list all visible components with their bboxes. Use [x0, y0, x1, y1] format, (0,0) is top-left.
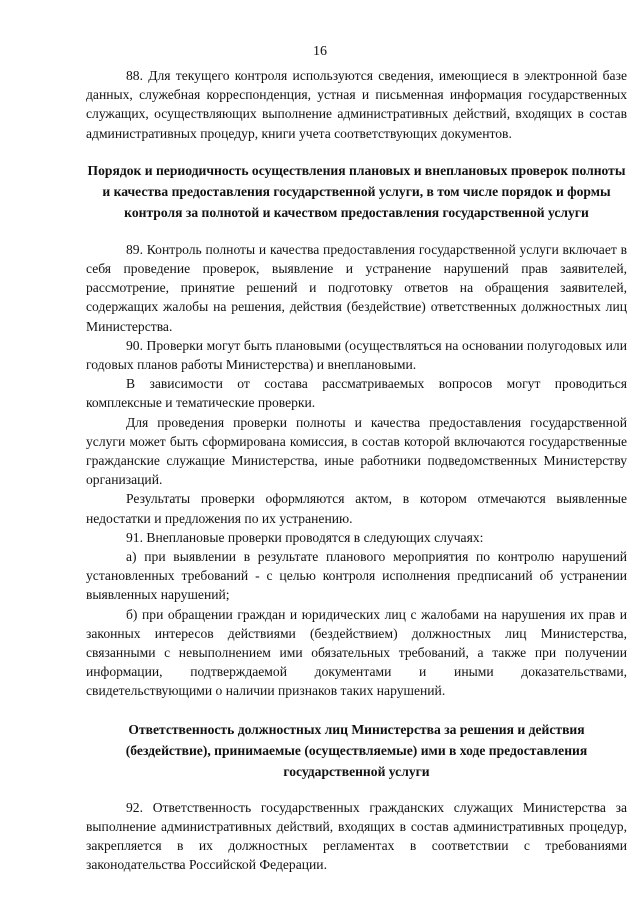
- page-number: 16: [313, 44, 327, 59]
- paragraph-90-results: Результаты проверки оформляются актом, в котором отмечаются выявленные недостатки и предложения по их устранению.: [86, 491, 627, 526]
- paragraph-90-complex-checks: В зависимости от состава рассматриваемых вопросов могут проводиться комплексные и тематические проверки.: [86, 376, 627, 411]
- paragraph-90: 90. Проверки могут быть плановыми (осуществляться на основании полугодовых или годовых планов работы Министерства) и внеплановыми.: [86, 337, 627, 373]
- paragraph-90-commission: Для проведения проверки полноты и качества предоставления государственной услуги может быть сформирована комиссия, в состав которой включаются государственные гражданские служащие Министерства, иные работники подведомственных Министерству организаций.: [86, 414, 627, 488]
- paragraph-89: 89. Контроль полноты и качества предоставления государственной услуги включает в себя проведение проверок, выявление и устранение нарушений прав заявителей, рассмотрение, принятие решений и подготовку ответов на обращения заявителей, содержащих жалобы на решения, действия (бездействие) ответственных должностных лиц Министерства.: [86, 241, 627, 334]
- paragraph-91-case-a: а) при выявлении в результате планового мероприятия по контролю нарушений установленных требований - с целью контроля исполнения предписаний об устранении выявленных нарушений;: [86, 549, 627, 603]
- paragraph-92: 92. Ответственность государственных гражданских служащих Министерства за выполнение административных действий, входящих в состав административных процедур, закрепляется в их должностных регламентах в соответствии с требованиями законодательства Российской Федерации.: [86, 799, 627, 873]
- paragraph-91: 91. Внеплановые проверки проводятся в следующих случаях:: [126, 529, 484, 545]
- paragraph-91-case-b: б) при обращении граждан и юридических лиц с жалобами на нарушения их прав и законных интересов действиями (бездействием) должностных лиц Министерства, связанными с невыполнением ими обязательных требований, а также при получении информации, подтверждаемой документами и иными доказательствами, свидетельствующими о наличии признаков таких нарушений.: [86, 606, 627, 699]
- section-heading-control-procedure: Порядок и периодичность осуществления плановых и внеплановых проверок полноты и качества предоставления государственной услуги, в том числе порядок и формы контроля за полнотой и качеством предоставления государственной услуги: [87, 162, 626, 220]
- section-heading-responsibility: Ответственность должностных лиц Министерства за решения и действия (бездействие), принимаемые (осуществляемые) ими в ходе предоставления государственной услуги: [125, 721, 588, 779]
- document-body: [86, 66, 627, 875]
- paragraph-88: 88. Для текущего контроля используются сведения, имеющиеся в электронной базе данных, служебная корреспонденция, устная и письменная информация государственных служащих, осуществляющих выполнение административных действий, входящих в состав административных процедур, книги учета соответствующих документов.: [86, 68, 627, 141]
